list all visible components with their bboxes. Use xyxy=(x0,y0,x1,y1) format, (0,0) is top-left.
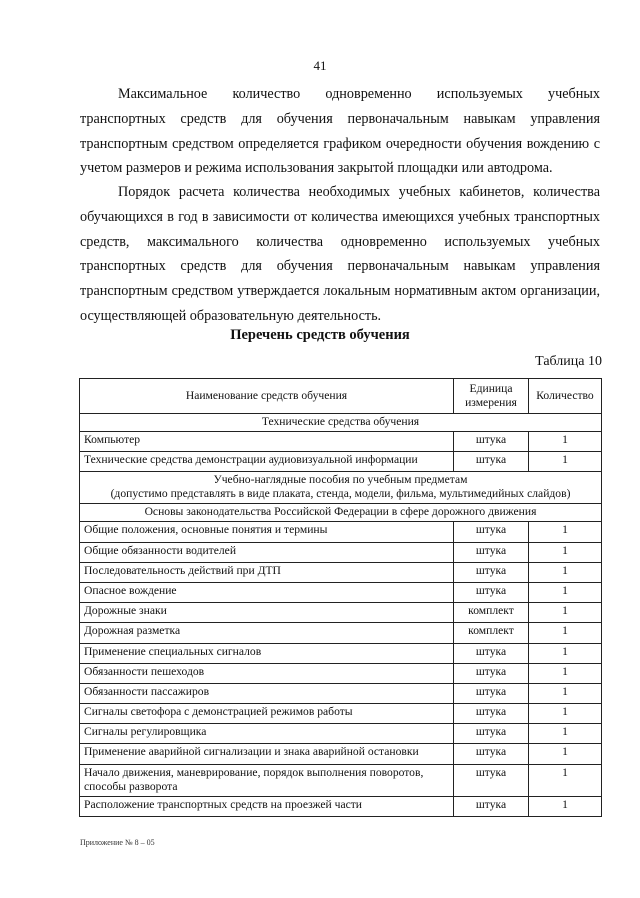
means-table xyxy=(79,378,602,817)
item-unit: штука xyxy=(454,452,529,472)
table-row xyxy=(80,744,602,764)
item-qty: 1 xyxy=(529,724,602,744)
item-name: Сигналы регулировщика xyxy=(80,724,454,744)
header-qty: Количество xyxy=(529,379,602,414)
item-name: Сигналы светофора с демонстрацией режимов работы xyxy=(80,704,454,724)
item-qty: 1 xyxy=(529,623,602,643)
item-name: Начало движения, маневрирование, порядок выполнения поворотов, способы разворота xyxy=(80,764,454,796)
footer-appendix: Приложение № 8 – 05 xyxy=(80,838,155,847)
table-row xyxy=(80,623,602,643)
item-name: Дорожная разметка xyxy=(80,623,454,643)
item-name: Общие обязанности водителей xyxy=(80,542,454,562)
section-title: Учебно-наглядные пособия по учебным предметам xyxy=(213,473,468,487)
table-row xyxy=(80,724,602,744)
table-row xyxy=(80,704,602,724)
paragraph-text: Порядок расчета количества необходимых учебных кабинетов, количества обучающихся в год в зависимости от количества имеющихся учебных транспортных средств, максимального количества одновременно используемых учебных транспортных средств для обучения первоначальным навыкам управления транспортным средством утверждается локальным нормативным актом организации, осуществляющей образовательную деятельность. xyxy=(80,184,600,324)
table-label: Таблица 10 xyxy=(535,354,602,369)
item-unit: штука xyxy=(454,562,529,582)
item-unit: штука xyxy=(454,663,529,683)
item-unit: комплект xyxy=(454,603,529,623)
section-cell xyxy=(80,472,602,504)
item-qty: 1 xyxy=(529,522,602,542)
section-title: Технические средства обучения xyxy=(261,415,420,428)
item-qty: 1 xyxy=(529,704,602,724)
section-row xyxy=(80,504,602,522)
item-qty: 1 xyxy=(529,796,602,816)
item-name: Компьютер xyxy=(80,432,454,452)
table-row xyxy=(80,542,602,562)
item-unit: штука xyxy=(454,542,529,562)
item-qty: 1 xyxy=(529,542,602,562)
item-unit: штука xyxy=(454,522,529,542)
table-row xyxy=(80,683,602,703)
item-unit: штука xyxy=(454,764,529,796)
item-name: Дорожные знаки xyxy=(80,603,454,623)
item-unit: штука xyxy=(454,744,529,764)
item-name: Общие положения, основные понятия и термины xyxy=(80,522,454,542)
item-unit: штука xyxy=(454,683,529,703)
item-name: Расположение транспортных средств на проезжей части xyxy=(80,796,454,816)
item-qty: 1 xyxy=(529,643,602,663)
item-name: Обязанности пассажиров xyxy=(80,683,454,703)
item-qty: 1 xyxy=(529,663,602,683)
table-row xyxy=(80,796,602,816)
item-qty: 1 xyxy=(529,452,602,472)
paragraph-text: Максимальное количество одновременно используемых учебных транспортных средств для обучения первоначальным навыкам управления транспортным средством определяется графиком очередности обучения вождению с учетом размеров и режима использования закрытой площадки или автодрома. xyxy=(80,86,600,177)
item-name: Опасное вождение xyxy=(80,582,454,602)
item-name: Последовательность действий при ДТП xyxy=(80,562,454,582)
section-cell xyxy=(80,504,602,522)
item-unit: штука xyxy=(454,796,529,816)
table-row xyxy=(80,764,602,796)
item-qty: 1 xyxy=(529,683,602,703)
table-row xyxy=(80,452,602,472)
paragraph-calculation-order xyxy=(80,180,600,329)
item-unit: комплект xyxy=(454,623,529,643)
item-unit: штука xyxy=(454,724,529,744)
item-qty: 1 xyxy=(529,603,602,623)
table-row xyxy=(80,432,602,452)
table-row xyxy=(80,562,602,582)
item-name: Применение аварийной сигнализации и знака аварийной остановки xyxy=(80,744,454,764)
section-row xyxy=(80,472,602,504)
section-cell xyxy=(80,414,602,432)
table-body xyxy=(80,414,602,817)
section-subtitle: (допустимо представлять в виде плаката, стенда, модели, фильма, мультимедийных слайдов) xyxy=(110,487,571,501)
item-name: Обязанности пешеходов xyxy=(80,663,454,683)
item-qty: 1 xyxy=(529,582,602,602)
item-name: Технические средства демонстрации аудиовизуальной информации xyxy=(80,452,454,472)
section-title: Перечень средств обучения xyxy=(230,327,410,343)
table-row xyxy=(80,643,602,663)
item-qty: 1 xyxy=(529,562,602,582)
item-qty: 1 xyxy=(529,744,602,764)
item-unit: штука xyxy=(454,432,529,452)
section-row xyxy=(80,414,602,432)
item-qty: 1 xyxy=(529,432,602,452)
table-row xyxy=(80,603,602,623)
item-qty: 1 xyxy=(529,764,602,796)
item-unit: штука xyxy=(454,643,529,663)
item-unit: штука xyxy=(454,704,529,724)
item-unit: штука xyxy=(454,582,529,602)
table-header-row xyxy=(80,379,602,414)
paragraph-max-vehicles xyxy=(80,82,600,181)
section-title: Основы законодательства Российской Федерации в сфере дорожного движения xyxy=(144,505,537,519)
table-row xyxy=(80,663,602,683)
item-name: Применение специальных сигналов xyxy=(80,643,454,663)
table-row xyxy=(80,522,602,542)
header-name: Наименование средств обучения xyxy=(80,379,454,414)
table-row xyxy=(80,582,602,602)
page-number: 41 xyxy=(313,58,327,73)
header-unit: Единица измерения xyxy=(454,379,529,414)
